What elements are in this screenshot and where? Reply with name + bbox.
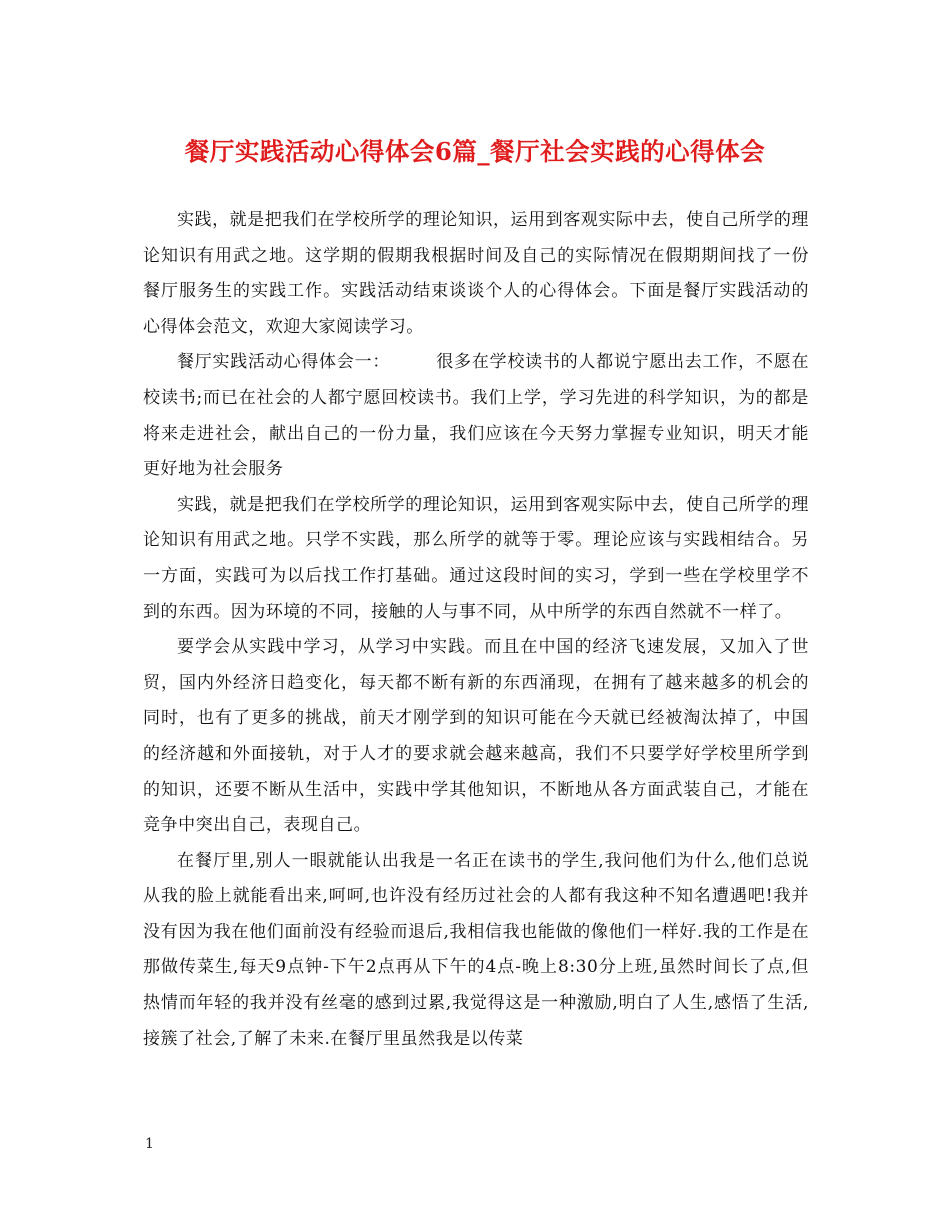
section-one-heading: 餐厅实践活动心得体会一： — [177, 352, 391, 373]
document-body — [143, 203, 809, 1057]
paragraph-section-one — [143, 345, 809, 487]
page-number: 1 — [145, 1136, 154, 1152]
section-one-text: 很多在学校读书的人都说宁愿出去工作，不愿在校读书;而已在社会的人都宁愿回校读书。我们上学，学习先进的科学知识，为的都是将来走进社会，献出自己的一份力量，我们应该在今天努力掌握专业知识，明天才能更好地为社会服务 — [143, 352, 809, 480]
paragraph-intro: 实践，就是把我们在学校所学的理论知识，运用到客观实际中去，使自己所学的理论知识有用武之地。这学期的假期我根据时间及自己的实际情况在假期期间找了一份餐厅服务生的实践工作。实践活动结束谈谈个人的心得体会。下面是餐厅实践活动的心得体会范文，欢迎大家阅读学习。 — [143, 210, 809, 337]
document-title: 餐厅实践活动心得体会6篇_餐厅社会实践的心得体会 — [184, 137, 766, 166]
paragraph-restaurant: 在餐厅里,别人一眼就能认出我是一名正在读书的学生,我问他们为什么,他们总说从我的脸上就能看出来,呵呵,也许没有经历过社会的人都有我这种不知名遭遇吧!我并没有因为我在他们面前没有经验而退后,我相信我也能做的像他们一样好.我的工作是在那做传菜生,每天9点钟-下午2点再从下午的4点-晚上8:30分上班,虽然时间长了点,但热情而年轻的我并没有丝毫的感到过累,我觉得这是一种激励,明白了人生,感悟了生活,接簇了社会,了解了未来.在餐厅里虽然我是以传菜 — [143, 850, 809, 1049]
paragraph-learning: 要学会从实践中学习，从学习中实践。而且在中国的经济飞速发展，又加入了世贸，国内外经济日趋变化，每天都不断有新的东西涌现，在拥有了越来越多的机会的同时，也有了更多的挑战，前天才刚学到的知识可能在今天就已经被淘汰掉了，中国的经济越和外面接轨，对于人才的要求就会越来越高，我们不只要学好学校里所学到的知识，还要不断从生活中，实践中学其他知识，不断地从各方面武装自己，才能在竞争中突出自己，表现自己。 — [143, 637, 809, 836]
paragraph-practice: 实践，就是把我们在学校所学的理论知识，运用到客观实际中去，使自己所学的理论知识有用武之地。只学不实践，那么所学的就等于零。理论应该与实践相结合。另一方面，实践可为以后找工作打基础。通过这段时间的实习，学到一些在学校里学不到的东西。因为环境的不同，接触的人与事不同，从中所学的东西自然就不一样了。 — [143, 494, 809, 622]
